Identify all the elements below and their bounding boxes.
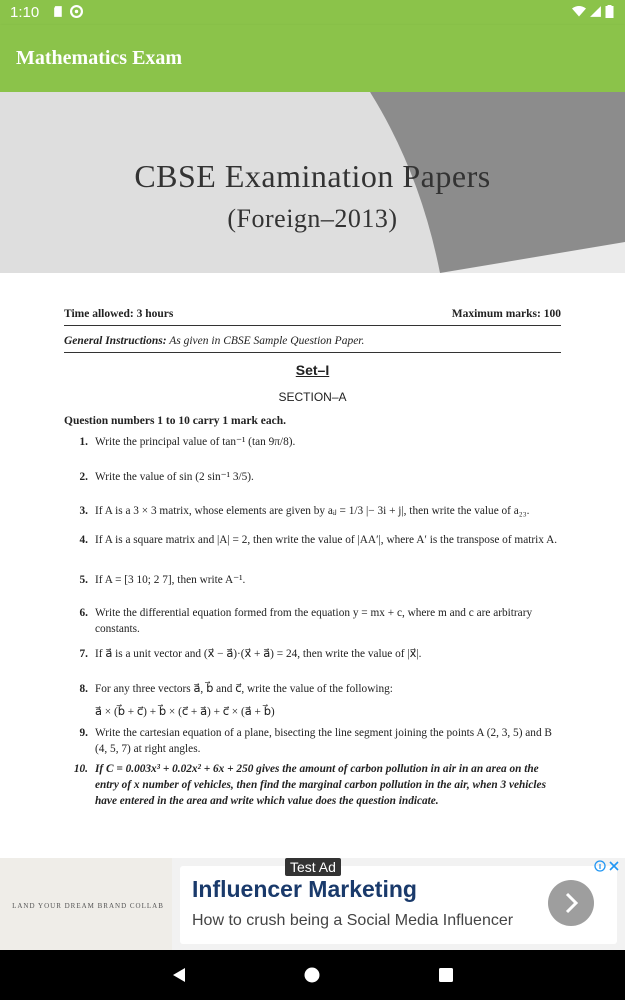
general-instructions [64,333,561,349]
question-text: Write the value of sin (2 sin⁻¹ 3/5). [95,471,254,483]
ad-open-button[interactable] [548,880,594,926]
ad-thumb-text: LAND YOUR DREAM BRAND COLLAB [12,902,164,910]
navigation-bar [0,950,625,1000]
app-title: Mathematics Exam [16,47,183,69]
question-text: If A = [3 10; 2 7], then write A⁻¹. [95,574,246,586]
wifi-icon [572,5,586,18]
question-number: 8. [79,683,88,695]
instructions-text: As given in CBSE Sample Question Paper. [169,335,365,347]
signal-icon [589,5,602,18]
ad-headline[interactable]: Influencer Marketing [192,876,417,902]
section-title: SECTION–A [278,390,347,404]
home-icon[interactable] [303,966,321,984]
cover-subtitle: (Foreign–2013) [227,204,398,233]
question-number: 3. [79,505,88,517]
question-text: Write the principal value of tan⁻¹ (tan 9π/8). [95,436,296,448]
instructions-label: General Instructions: [64,335,167,347]
divider [64,352,561,353]
question-number: 1. [79,436,88,448]
ad-choices-icon[interactable] [594,859,620,873]
question-text: If a⃗ is a unit vector and (x⃗ − a⃗)·(x⃗ + a⃗) = 24, then write the value of |x⃗|. [95,648,422,660]
question-number: 4. [79,534,88,546]
chevron-right-icon [548,880,594,926]
status-time: 1:10 [10,4,40,21]
question-text: For any three vectors a⃗, b⃗ and c⃗, write the value of the following: [95,683,393,695]
sd-card-icon [52,5,65,18]
test-ad-tag: Test Ad [285,858,341,876]
question-text: Write the differential equation formed from the equation y = mx + c, where m and c are arbitrary constants. [95,607,533,635]
time-allowed: Time allowed: 3 hours [64,308,174,320]
question-number: 10. [73,763,88,775]
status-bar [0,0,625,25]
question-number: 2. [79,471,88,483]
question-number: 7. [79,648,88,660]
set-title: Set–I [295,362,330,378]
question-number: 9. [79,727,88,739]
question-number: 6. [79,607,88,619]
question-text: If A is a 3 × 3 matrix, whose elements are given by aᵢⱼ = 1/3 |− 3i + j|, then write the value of a₂₃. [95,505,530,517]
recents-icon[interactable] [437,966,455,984]
app-bar [0,25,625,92]
back-icon[interactable] [170,966,188,984]
battery-icon [605,5,614,18]
question-text: Write the cartesian equation of a plane, bisecting the line segment joining the points A (2, 3, 5) and B (4, 5, 7) at right angles. [95,727,552,755]
question-text: If C = 0.003x³ + 0.02x² + 6x + 250 gives the amount of carbon pollution in air in an area on the entry of x number of vehicles, then find the marginal carbon pollution in the air, when 3 vehicles have entered in the area and write which value does the question indicate. [95,763,546,807]
ad-thumbnail[interactable] [0,858,172,950]
question-number: 5. [79,574,88,586]
divider [64,325,561,326]
question-text: a⃗ × (b⃗ + c⃗) + b⃗ × (c⃗ + a⃗) + c⃗ × (a⃗ + b⃗) [95,706,275,718]
cover-title: CBSE Examination Papers [134,158,491,194]
question-text: If A is a square matrix and |A| = 2, then write the value of |AA′|, where A′ is the transpose of matrix A. [95,534,558,546]
sync-icon [70,5,83,18]
carry-note: Question numbers 1 to 10 carry 1 mark each. [64,415,286,427]
exam-document[interactable] [0,92,625,858]
ad-description[interactable]: How to crush being a Social Media Influencer [192,912,514,929]
max-marks: Maximum marks: 100 [451,308,561,320]
